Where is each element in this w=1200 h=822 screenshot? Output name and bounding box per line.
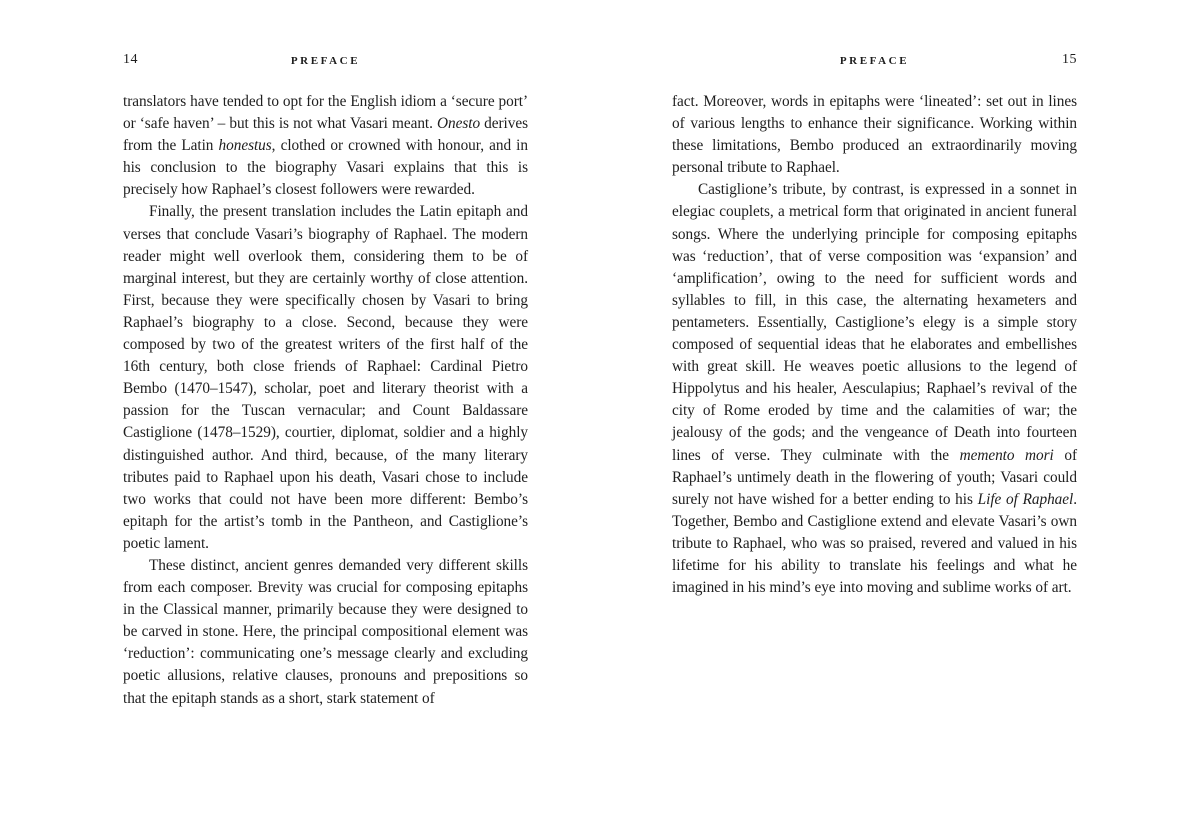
- body-text: These distinct, ancient genres demanded very different skills from each composer. Brevity was crucial for composing epitaphs in the Classical manner, primarily because they were designed to be carved in stone. Here, the principal compositional element was ‘reduction’: communicating one’s message clearly and excluding poetic allusions, relative clauses, pronouns and prepositions so that the epitaph stands as a short, stark statement of: [123, 556, 528, 707]
- body-text: of Raphael’s untimely death in the flowering of youth; Vasari could surely not have wished for a better ending to his: [672, 446, 1078, 508]
- text-block-left: [123, 91, 528, 710]
- paragraph: [123, 555, 528, 710]
- body-text: . Together, Bembo and Castiglione extend and elevate Vasari’s own tribute to Raphael, who was so praised, revered and valued in his lifetime for his ability to translate his feelings and what he imagined in his mind’s eye into moving and sublime works of art.: [672, 490, 1077, 597]
- body-text: translators have tended to opt for the English idiom a ‘secure port’ or ‘safe haven’ – but this is not what Vasari meant.: [123, 93, 528, 133]
- italic-text: Onesto: [437, 115, 481, 133]
- paragraph: [672, 91, 1077, 179]
- paragraph: [123, 91, 528, 201]
- body-text: Finally, the present translation includes the Latin epitaph and verses that conclude Vasari’s biography of Raphael. The modern reader might well overlook them, considering them to be of marginal interest, but they are certainly worthy of close attention. First, because they were specifically chosen by Vasari to bring Raphael’s biography to a close. Second, because they were composed by two of the greatest writers of the first half of the 16th century, both close friends of Raphael: Cardinal Pietro Bembo (1470–1547), scholar, poet and literary theorist with a passion for the Tuscan vernacular; and Count Baldassare Castiglione (1478–1529), courtier, diplomat, soldier and a highly distinguished author. And third, because, of the many literary tributes paid to Raphael upon his death, Vasari chose to include two works that could not have been more different: Bembo’s epitaph for the artist’s tomb in the Pantheon, and Castiglione’s poetic lament.: [123, 203, 528, 552]
- paragraph: [123, 201, 528, 555]
- text-block-right: [672, 91, 1077, 599]
- body-text: Castiglione’s tribute, by contrast, is expressed in a sonnet in elegiac couplets, a metrical form that originated in ancient funeral songs. Where the underlying principle for composing epitaphs was ‘reduction’, that of verse composition was ‘expansion’ and ‘amplification’, owing to the need for sufficient words and syllables to fill, in this case, the alternating hexameters and pentameters. Essentially, Castiglione’s elegy is a simple story composed of sequential ideas that he elaborates and embellishes with great skill. He weaves poetic allusions to the legend of Hippolytus and his healer, Aesculapius; Raphael’s revival of the city of Rome eroded by time and the calamities of war; the jealousy of the gods; and the vengeance of Death into fourteen lines of verse. They culminate with the: [672, 181, 1077, 464]
- italic-text: honestus: [218, 137, 272, 155]
- italic-text: Life of Raphael: [977, 490, 1074, 508]
- paragraph: [672, 179, 1077, 599]
- body-text: derives from the Latin: [123, 115, 528, 155]
- page-number-left: 14: [123, 52, 138, 67]
- running-head-right: PREFACE: [839, 55, 910, 67]
- italic-text: memento mori: [959, 446, 1054, 464]
- running-head-left: PREFACE: [290, 55, 361, 67]
- body-text: , clothed or crowned with honour, and in his conclusion to the biography Vasari explains that this is precisely how Raphael’s closest followers were rewarded.: [123, 137, 528, 199]
- page-number-right: 15: [1062, 52, 1077, 67]
- body-text: fact. Moreover, words in epitaphs were ‘lineated’: set out in lines of various lengths to enhance their significance. Working within these limitations, Bembo produced an extraordinarily moving personal tribute to Raphael.: [672, 93, 1077, 177]
